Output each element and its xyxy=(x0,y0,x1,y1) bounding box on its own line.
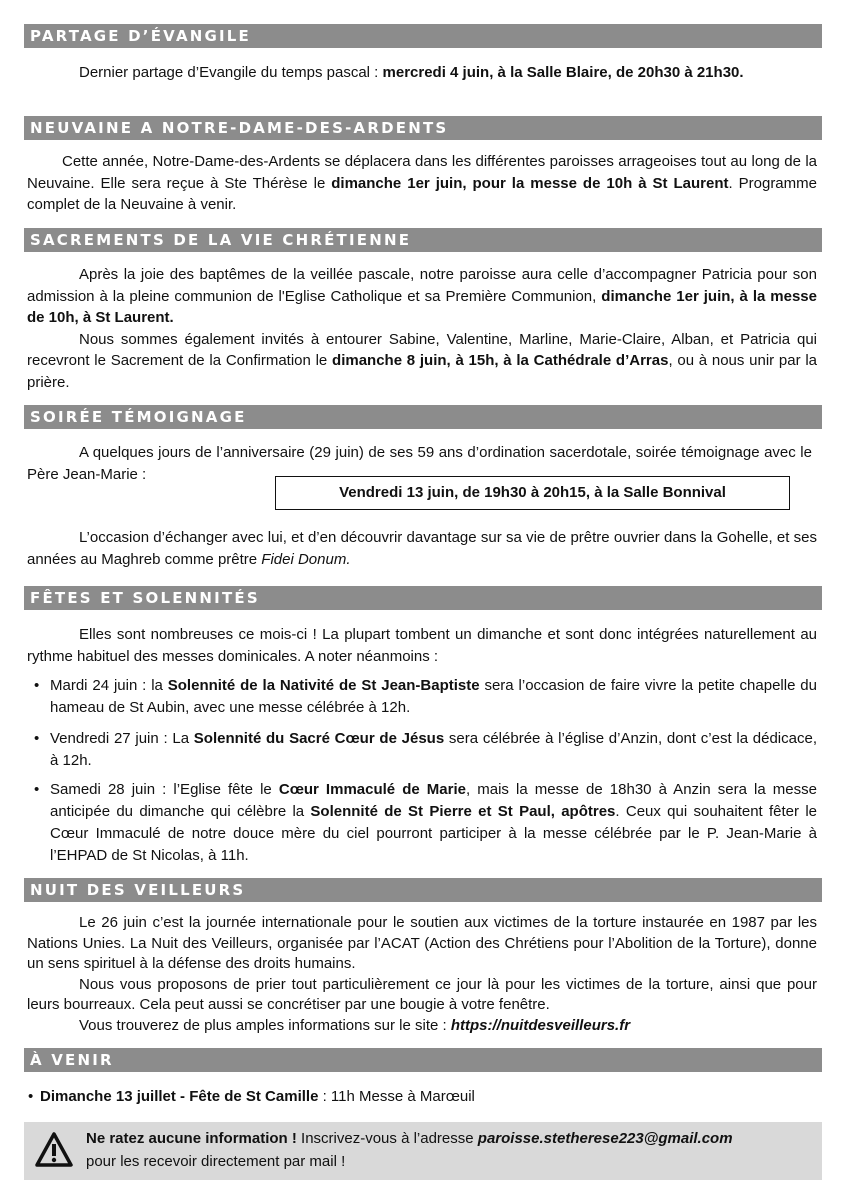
nuit-p1: Le 26 juin c’est la journée internationale pour le soutien aux victimes de la torture instaurée en 1987 par les Nations Unies. La Nuit des Veilleurs, organisée par l’ACAT (Action des Chrétiens pour l’Abolition de la Torture), donne un sens spirituel à la défense des droits humains. xyxy=(27,914,817,973)
b3-bold2: Solennité de St Pierre et St Paul, apôtres xyxy=(310,803,616,820)
nuit-site-link[interactable]: https://nuitdesveilleurs.fr xyxy=(450,1016,631,1034)
b1-text1: Mardi 24 juin : la xyxy=(50,677,168,694)
list-item xyxy=(34,728,817,772)
nuit-body xyxy=(27,913,817,1037)
avenir-text: : 11h Messe à Marœuil xyxy=(318,1088,475,1105)
sacrements-p2-text1: Nous sommes également invités à entourer Sabine, Valentine, Marline, Marie-Claire, Alban, et Patricia qui recevront le Sacrement de la Confirmation le xyxy=(27,330,817,369)
section-header-partage: PARTAGE D’ÉVANGILE xyxy=(24,24,822,48)
soiree-p1: A quelques jours de l’anniversaire (29 juin) de ses 59 ans d’ordination sacerdotale, soirée témoignage avec le Père Jean-Marie : xyxy=(27,444,812,483)
partage-text: Dernier partage d’Evangile du temps pascal : xyxy=(79,64,383,81)
fetes-intro xyxy=(27,624,817,667)
neuvaine-text1: Cette année, Notre-Dame-des-Ardents se déplacera dans les différentes paroisses arrageoises tout au long de la Neuvaine. Elle sera reçue à Ste Thérèse le xyxy=(27,153,817,192)
section-header-soiree: SOIRÉE TÉMOIGNAGE xyxy=(24,405,822,429)
fetes-intro-text: Elles sont nombreuses ce mois-ci ! La plupart tombent un dimanche et sont donc intégrées naturellement au rythme habituel des messes dominicales. A noter néanmoins : xyxy=(27,626,817,665)
list-item xyxy=(28,1086,811,1108)
sacrements-p2-date: dimanche 8 juin, à 15h, à la Cathédrale d’Arras xyxy=(332,352,669,369)
nuit-p2: Nous vous proposons de prier tout particulièrement ce jour là pour les victimes de la torture, ainsi que pour leurs bourreaux. Cela peut aussi se concrétiser par une bougie à votre fenêtre. xyxy=(27,975,817,1014)
soiree-p2-text: L’occasion d’échanger avec lui, et d’en découvrir davantage sur sa vie de prêtre ouvrier dans la Gohelle, et ses années au Maghreb comme prêtre xyxy=(27,529,817,568)
soiree-p2-italic: Fidei Donum. xyxy=(261,550,351,568)
bullet-icon: • xyxy=(34,730,40,747)
notice-text xyxy=(86,1127,816,1173)
neuvaine-text2: . Programme complet de la Neuvaine à venir. xyxy=(27,174,817,213)
nuit-p3-text: Vous trouverez de plus amples informations sur le site : xyxy=(79,1016,451,1034)
b3-text3: . Ceux qui souhaitent fêter le Cœur Immaculé de notre douce mère du ciel pourront participer à la messe célébrée par le P. Jean-Marie à l’EHPAD de St Nicolas, à 11h. xyxy=(50,803,817,864)
b3-bold1: Cœur Immaculé de Marie xyxy=(278,781,466,798)
bullet-icon: • xyxy=(34,677,40,694)
list-item xyxy=(34,779,817,867)
b1-bold: Solennité de la Nativité de St Jean-Baptiste xyxy=(167,677,480,694)
b2-text1: Vendredi 27 juin : La xyxy=(50,730,194,747)
soiree-body xyxy=(27,527,817,570)
sacrements-p1-text: Après la joie des baptêmes de la veillée pascale, notre paroisse aura celle d’accompagner Patricia pour son admission à la pleine communion de l'Eglise Catholique et sa Première Communion, xyxy=(27,266,817,305)
notice-text1: Inscrivez-vous à l’adresse xyxy=(296,1130,478,1147)
b3-text2: , mais la messe de 18h30 à Anzin sera la messe anticipée du dimanche qui célèbre la xyxy=(50,781,817,820)
section-header-nuit: NUIT DES VEILLEURS xyxy=(24,878,822,902)
section-header-sacrements: SACREMENTS DE LA VIE CHRÉTIENNE xyxy=(24,228,822,252)
soiree-date-box: Vendredi 13 juin, de 19h30 à 20h15, à la Salle Bonnival xyxy=(275,476,790,510)
warning-icon xyxy=(34,1131,74,1169)
b2-text2: sera célébrée à l’église d’Anzin, dont c’est la dédicace, à 12h. xyxy=(50,730,817,769)
partage-date: mercredi 4 juin, à la Salle Blaire, de 20h30 à 21h30. xyxy=(382,64,744,81)
b3-text1: Samedi 28 juin : l’Eglise fête le xyxy=(50,781,279,798)
section-header-avenir: À VENIR xyxy=(24,1048,822,1072)
notice-email[interactable]: paroisse.stetherese223@gmail.com xyxy=(477,1130,733,1147)
section-header-neuvaine: NEUVAINE A NOTRE-DAME-DES-ARDENTS xyxy=(24,116,822,140)
notice-text2: pour les recevoir directement par mail ! xyxy=(86,1153,346,1170)
notice-bold: Ne ratez aucune information ! xyxy=(86,1130,297,1147)
neuvaine-date: dimanche 1er juin, pour la messe de 10h à St Laurent xyxy=(331,174,729,192)
section-header-fetes: FÊTES ET SOLENNITÉS xyxy=(24,586,822,610)
bullet-icon: • xyxy=(28,1088,34,1105)
partage-body xyxy=(27,62,817,84)
sacrements-body xyxy=(27,264,817,393)
newsletter-notice xyxy=(24,1122,822,1180)
list-item xyxy=(34,675,817,719)
bullet-icon: • xyxy=(34,781,40,798)
b2-bold: Solennité du Sacré Cœur de Jésus xyxy=(193,730,445,747)
avenir-bold: Dimanche 13 juillet - Fête de St Camille xyxy=(40,1088,319,1105)
b1-text2: sera l’occasion de faire vivre la petite chapelle du hameau de St Aubin, avec une messe célébrée à 12h. xyxy=(50,677,817,716)
sacrements-p1-date: dimanche 1er juin, à la messe de 10h, à St Laurent. xyxy=(27,287,817,326)
neuvaine-body xyxy=(27,151,817,216)
sacrements-p2-text2: , ou à nous unir par la prière. xyxy=(27,352,817,391)
